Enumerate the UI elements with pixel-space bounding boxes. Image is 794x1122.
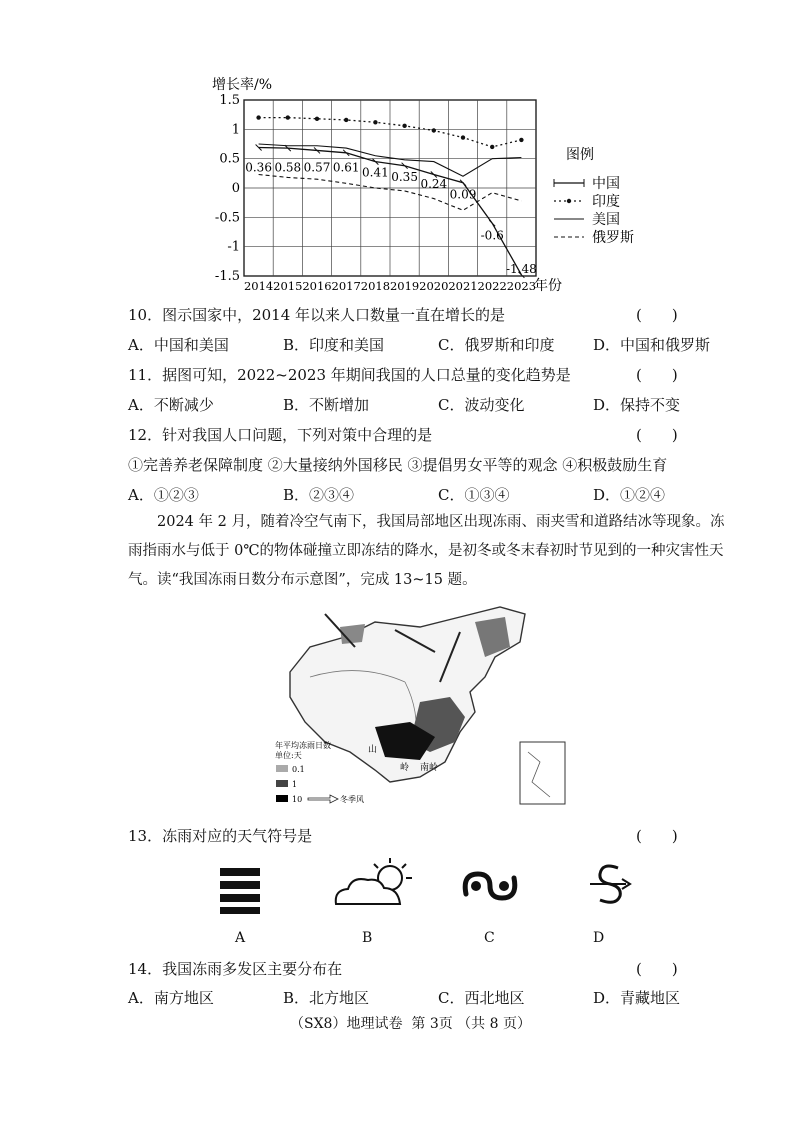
page-footer: （SX8）地理试卷 第 3页 （共 8 页） bbox=[290, 1016, 531, 1032]
q14-option-a: A．南方地区 bbox=[128, 989, 214, 1007]
weather-symbol-b-partly-cloudy-icon bbox=[330, 856, 416, 912]
x-tick-label: 2018 bbox=[360, 279, 391, 293]
passage: 2024 年 2 月，随着冷空气南下，我国局部地区出现冻雨、雨夹雪和道路结冰等现象。冻雨指雨水与低于 0℃的物体碰撞立即冻结的降水，是初冬或冬末春初时节见到的一种灾害性天气。读“我国冻雨日数分布示意图”，完成 13~15 题。 bbox=[128, 514, 725, 588]
data-label: -0.6 bbox=[480, 228, 504, 243]
q11-option-c: C．波动变化 bbox=[438, 396, 525, 414]
freezing-rain-map bbox=[270, 602, 580, 812]
x-axis-label: 年份 bbox=[534, 278, 562, 294]
x-tick-label: 2014 bbox=[243, 279, 274, 293]
legend-label: 中国 bbox=[592, 176, 620, 192]
q13-option-a-label: A bbox=[235, 930, 246, 946]
data-point bbox=[490, 145, 494, 149]
q14-option-d: D．青藏地区 bbox=[593, 989, 681, 1007]
q12-option-a: A．①②③ bbox=[128, 486, 199, 504]
data-point bbox=[489, 220, 495, 226]
y-tick-label: -1.5 bbox=[214, 269, 240, 284]
q10-option-b: B．印度和美国 bbox=[283, 336, 385, 354]
q13-option-c-label: C bbox=[484, 930, 495, 946]
data-label: -1.48 bbox=[506, 262, 537, 277]
q12-answer-paren: ( ) bbox=[636, 426, 678, 444]
map-place-label: 山 bbox=[368, 745, 378, 755]
x-axis-tick-labels bbox=[244, 279, 536, 293]
x-tick-label: 2015 bbox=[273, 279, 303, 293]
data-point bbox=[432, 128, 436, 132]
q11-option-a: A．不断减少 bbox=[128, 396, 214, 414]
legend-label: 印度 bbox=[592, 194, 620, 210]
legend-marker bbox=[567, 199, 571, 203]
q10-option-c: C．俄罗斯和印度 bbox=[438, 336, 555, 354]
q10-stem: 10．图示国家中，2014 年以来人口数量一直在增长的是 bbox=[128, 306, 506, 324]
legend bbox=[554, 175, 634, 246]
data-label: 0.35 bbox=[391, 169, 418, 184]
q12-option-b: B．②③④ bbox=[283, 486, 355, 504]
y-tick-label: 1 bbox=[231, 122, 240, 138]
data-point bbox=[373, 120, 377, 124]
x-tick-label: 2020 bbox=[419, 279, 449, 293]
data-point bbox=[402, 124, 406, 128]
q12-statements: ①完善养老保障制度 ②大量接纳外国移民 ③提倡男女平等的观念 ④积极鼓励生育 bbox=[128, 456, 668, 474]
data-label: 0.41 bbox=[362, 165, 389, 180]
q11-answer-paren: ( ) bbox=[636, 366, 678, 384]
map-legend-title: 年平均冻雨日数 bbox=[275, 741, 331, 750]
weather-symbol-c-freezing-rain-icon bbox=[458, 866, 522, 906]
y-tick-label: 1.5 bbox=[219, 93, 240, 108]
q13-stem: 13．冻雨对应的天气符号是 bbox=[128, 827, 313, 845]
x-tick-label: 2022 bbox=[477, 279, 507, 293]
legend-label: 俄罗斯 bbox=[592, 230, 634, 246]
map-legend-swatch-high bbox=[276, 795, 288, 802]
q14-option-b: B．北方地区 bbox=[283, 989, 370, 1007]
q13-option-d-label: D bbox=[593, 930, 605, 946]
q10-option-d: D．中国和俄罗斯 bbox=[593, 336, 711, 354]
data-label: 0.57 bbox=[303, 160, 331, 175]
q12-option-c: C．①③④ bbox=[438, 486, 510, 504]
q14-option-c: C．西北地区 bbox=[438, 989, 525, 1007]
y-tick-label: 0.5 bbox=[219, 151, 240, 167]
data-label: 0.24 bbox=[420, 177, 448, 191]
q11-option-b: B．不断增加 bbox=[283, 396, 370, 414]
data-point bbox=[344, 118, 348, 122]
data-label: 0.58 bbox=[274, 160, 302, 175]
data-point bbox=[256, 115, 260, 119]
x-tick-label: 2017 bbox=[331, 279, 361, 293]
map-place-label: 南岭 bbox=[420, 763, 439, 773]
y-axis-label: 增长率/% bbox=[212, 77, 273, 93]
q11-option-d: D．保持不变 bbox=[593, 396, 681, 414]
q14-answer-paren: ( ) bbox=[636, 960, 678, 978]
q13-option-b-label: B bbox=[362, 930, 373, 946]
growth-rate-chart bbox=[200, 70, 650, 300]
map-place-label: 岭 bbox=[400, 763, 410, 773]
map-legend-unit: 单位:天 bbox=[275, 751, 302, 760]
map-legend-swatch-low bbox=[276, 765, 288, 772]
x-tick-label: 2016 bbox=[302, 279, 332, 293]
chart-grid bbox=[244, 100, 536, 276]
y-tick-label: 0 bbox=[231, 181, 240, 196]
q11-stem: 11．据图可知，2022~2023 年期间我国的人口总量的变化趋势是 bbox=[128, 366, 571, 384]
q14-stem: 14．我国冻雨多发区主要分布在 bbox=[128, 960, 343, 978]
map-legend-label: 1 bbox=[292, 780, 298, 789]
y-tick-label: -0.5 bbox=[214, 210, 240, 226]
q12-stem: 12．针对我国人口问题，下列对策中合理的是 bbox=[128, 426, 433, 444]
map-legend-label: 10 bbox=[292, 795, 303, 804]
x-tick-label: 2021 bbox=[448, 279, 478, 293]
legend-label: 美国 bbox=[592, 212, 620, 228]
map-legend-swatch-mid bbox=[276, 780, 288, 787]
q13-answer-paren: ( ) bbox=[636, 827, 678, 845]
data-label: 0.09 bbox=[449, 187, 477, 202]
x-tick-label: 2019 bbox=[389, 279, 420, 293]
data-point bbox=[461, 135, 465, 139]
q10-option-a: A．中国和美国 bbox=[128, 336, 229, 354]
x-tick-label: 2023 bbox=[506, 279, 537, 293]
y-tick-label: -1 bbox=[227, 239, 240, 255]
weather-symbol-a-fog-icon bbox=[218, 866, 264, 916]
map-legend-label: 0.1 bbox=[292, 765, 305, 774]
data-label: 0.36 bbox=[245, 160, 272, 175]
q10-answer-paren: ( ) bbox=[636, 306, 678, 324]
south-china-sea-inset bbox=[520, 742, 565, 804]
legend-title: 图例 bbox=[566, 147, 594, 163]
q12-option-d: D．①②④ bbox=[593, 486, 666, 504]
data-label: 0.61 bbox=[332, 160, 360, 175]
y-axis-tick-labels bbox=[215, 93, 240, 284]
weather-symbol-d-sandstorm-icon bbox=[588, 860, 634, 908]
data-point bbox=[315, 117, 319, 121]
data-point bbox=[286, 115, 290, 119]
data-point bbox=[519, 138, 523, 142]
map-legend-label: 冬季风 bbox=[340, 795, 364, 804]
